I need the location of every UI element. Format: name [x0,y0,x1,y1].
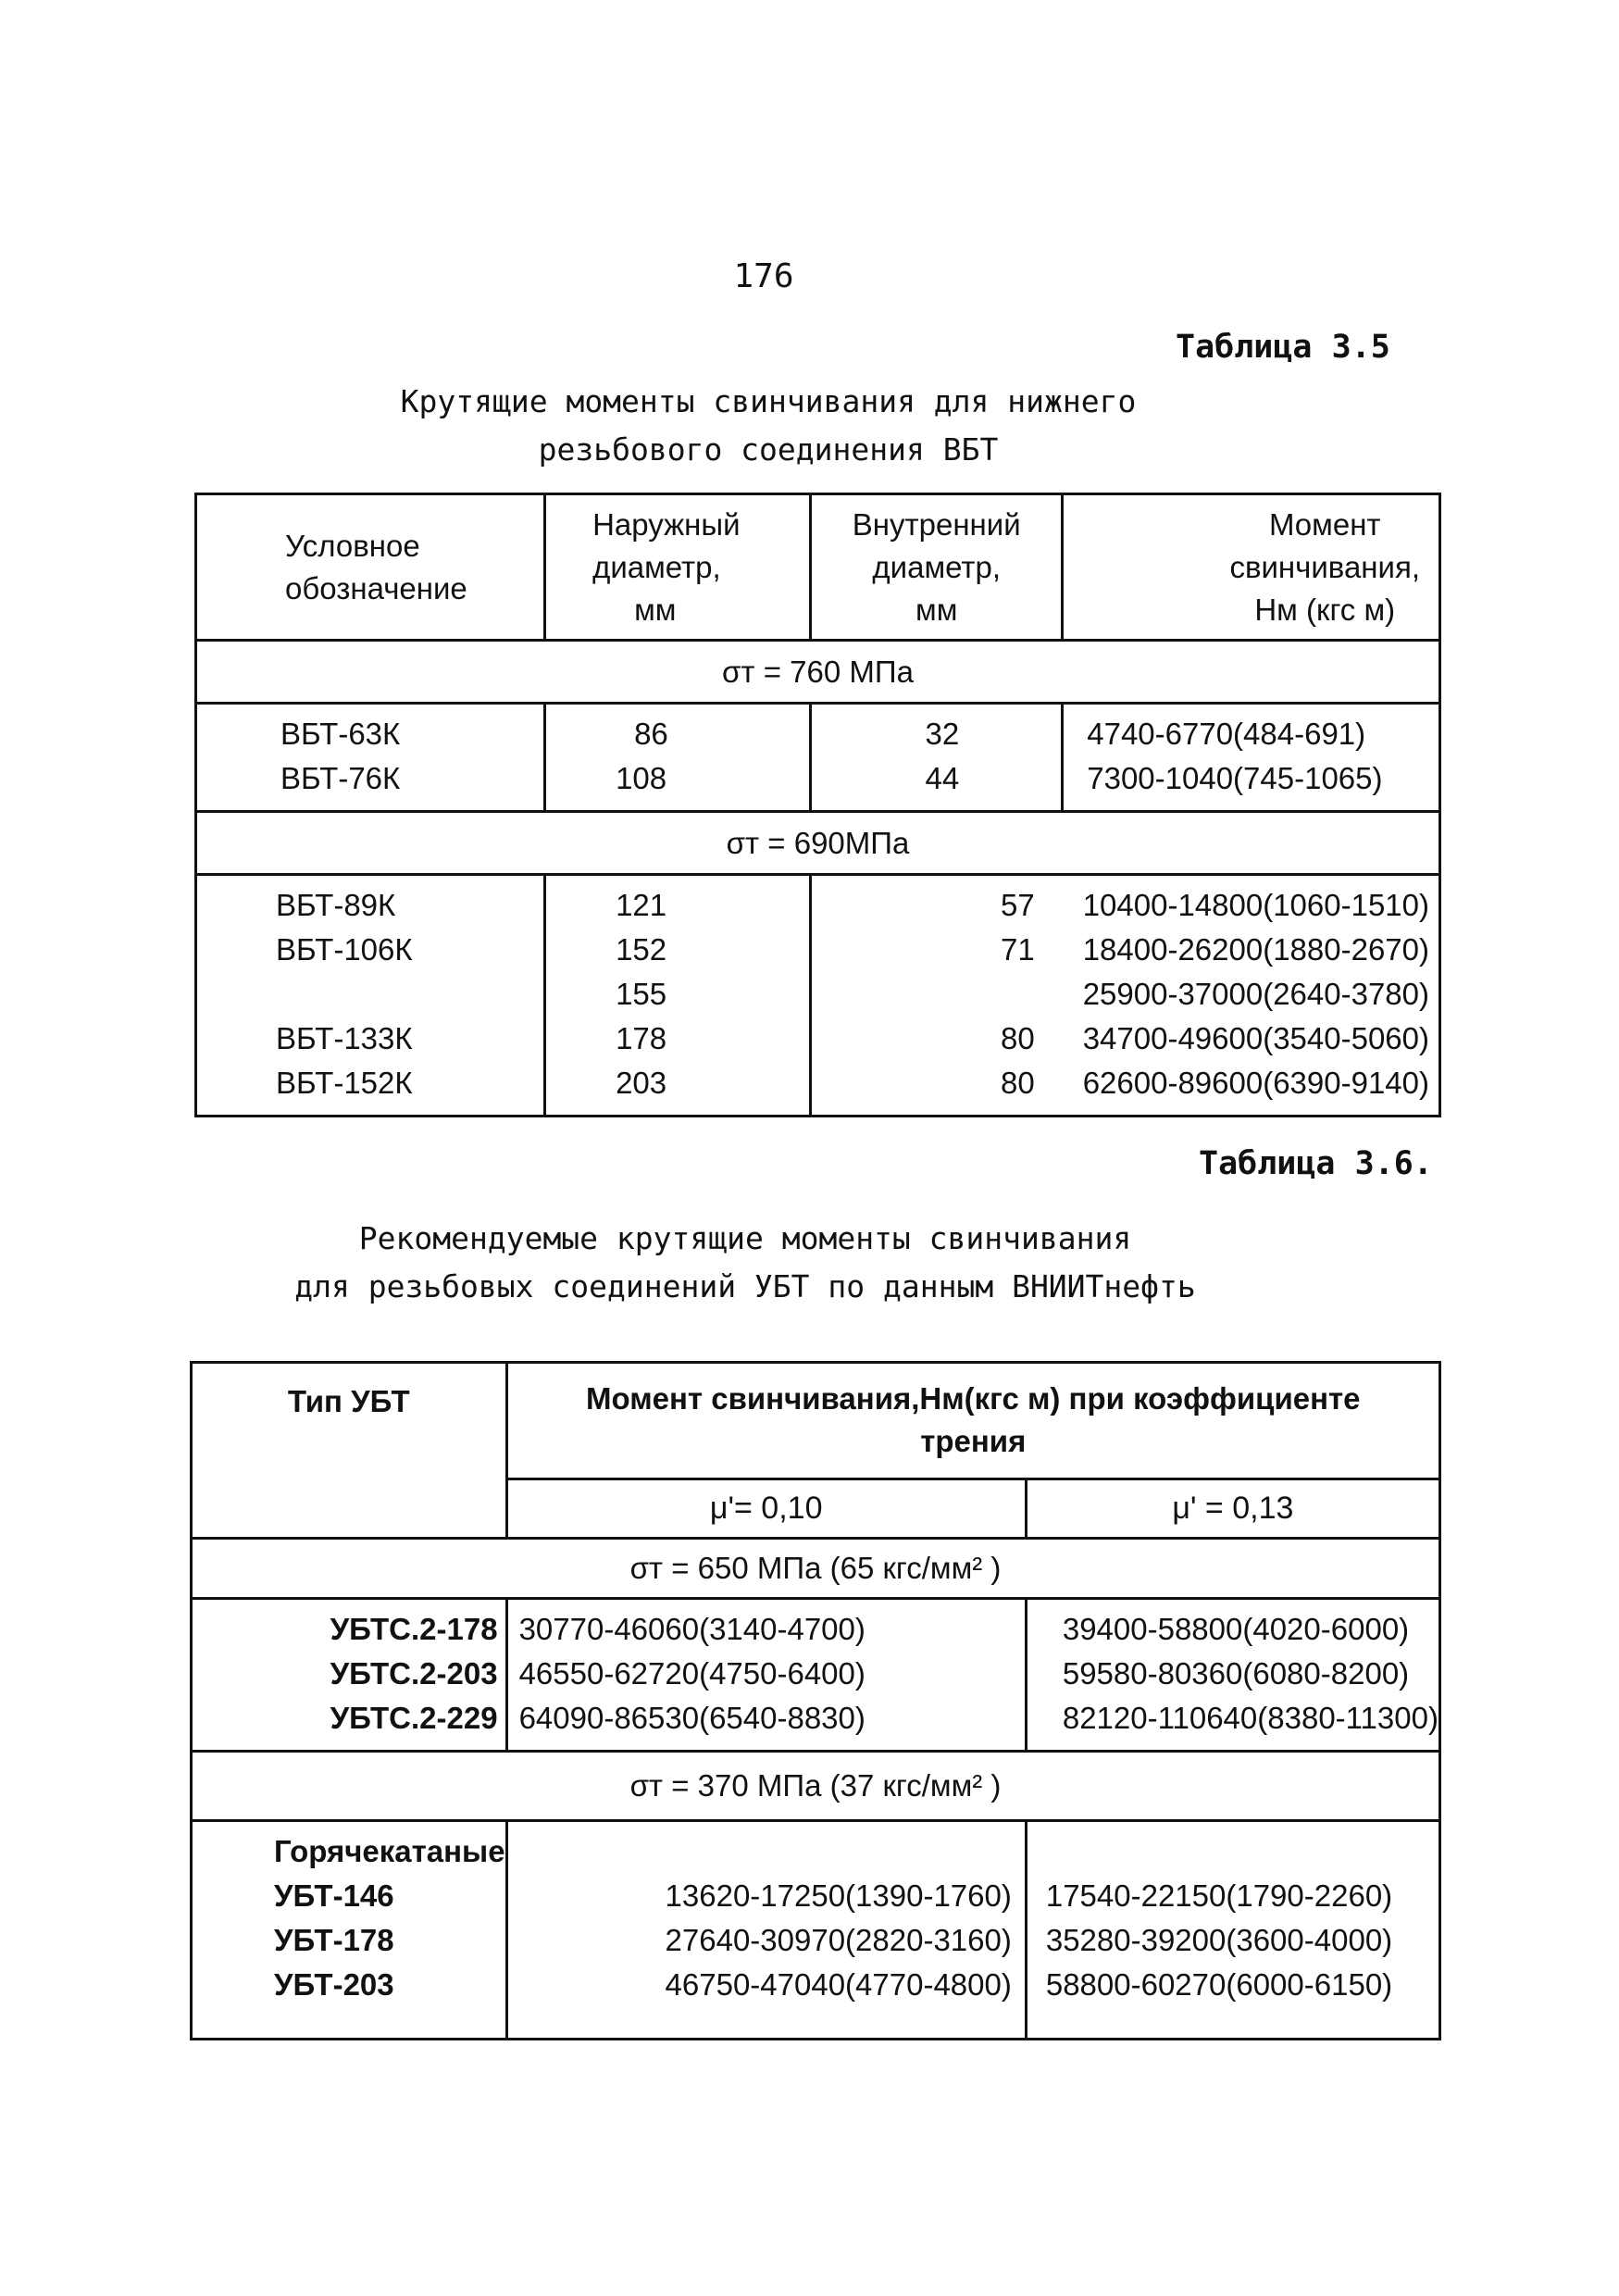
inner-diameter-cell: 57 71 80 80 [811,875,1063,1117]
moment-010-cell: 13620-17250(1390-1760) 27640-30970(2820-3160) 46750-47040(4770-4800) [506,1821,1026,2040]
header-moment-friction: Момент свинчивания,Нм(кгс м) при коэффициенте трения [506,1363,1439,1479]
table2-group-370 [192,1821,1440,2040]
header-designation: Условное обозначение [196,494,545,641]
ubt-type-cell: Горячекатаные УБТ-146 УБТ-178 УБТ-203 [192,1821,507,2040]
moment-cell: 10400-14800(1060-1510) 18400-26200(1880-2670) 25900-37000(2640-3780) 34700-49600(3540-5060) 62600-89600(6390-9140) [1063,875,1440,1117]
table-3-5 [194,493,1441,1117]
sigma-370-label: σт = 370 МПа (37 кгс/мм² ) [192,1752,1440,1821]
page-number: 176 [733,257,794,295]
moment-cell: 4740-6770(484-691) 7300-1040(745-1065) [1063,704,1440,812]
table1-caption: Таблица 3.5 [1176,329,1390,366]
sigma-650-label: σт = 650 МПа (65 кгс/мм² ) [192,1539,1440,1599]
table2-section-650 [192,1539,1440,1599]
table2-header-row [192,1363,1440,1479]
table1-section-690 [196,812,1440,875]
table1-header-row [196,494,1440,641]
ubt-type-cell: УБТС.2-178 УБТС.2-203 УБТС.2-229 [192,1599,507,1752]
table1-title-line-2: резьбового соединения ВБТ [538,431,999,468]
moment-013-cell: 17540-22150(1790-2260) 35280-39200(3600-4000) 58800-60270(6000-6150) [1026,1821,1439,2040]
sigma-690-label: σт = 690МПа [196,812,1440,875]
inner-diameter-cell: 32 44 [811,704,1063,812]
table2-title [250,1215,1240,1311]
moment-010-cell: 30770-46060(3140-4700) 46550-62720(4750-6400) 64090-86530(6540-8830) [506,1599,1026,1752]
table2-section-370 [192,1752,1440,1821]
designation-cell [196,704,545,812]
outer-diameter-cell: 86 108 [545,704,811,812]
designation: ВБТ-76К [280,761,401,795]
header-moment: Момент свинчивания, Нм (кгс м) [1063,494,1440,641]
outer-diameter-cell: 121 152 155 178 203 [545,875,811,1117]
table2-title-line-1: Рекомендуемые крутящие моменты свинчивания [358,1220,1132,1256]
sigma-760-label: σт = 760 МПа [196,641,1440,704]
header-inner-diameter: Внутренний диаметр, мм [811,494,1063,641]
designation: ВБТ-63К [280,717,401,751]
table2-title-line-2: для резьбовых соединений УБТ по данным ВНИИТнефть [294,1268,1196,1304]
mu-013: μ' = 0,13 [1026,1479,1439,1538]
header-ubt-type: Тип УБТ [192,1363,507,1539]
table1-section-760 [196,641,1440,704]
table1-group-690 [196,875,1440,1117]
mu-010: μ'= 0,10 [506,1479,1026,1538]
table-3-6 [190,1361,1441,2040]
table2-group-650 [192,1599,1440,1752]
header-outer-diameter: Наружный диаметр, мм [545,494,811,641]
table1-title-line-1: Крутящие моменты свинчивания для нижнего [400,383,1137,419]
table1-group-760 [196,704,1440,812]
table2-caption: Таблица 3.6. [1199,1145,1433,1182]
table1-title [352,378,1185,474]
designation-cell: ВБТ-89К ВБТ-106К ВБТ-133К ВБТ-152К [196,875,545,1117]
moment-013-cell: 39400-58800(4020-6000) 59580-80360(6080-8200) 82120-110640(8380-11300) [1026,1599,1439,1752]
